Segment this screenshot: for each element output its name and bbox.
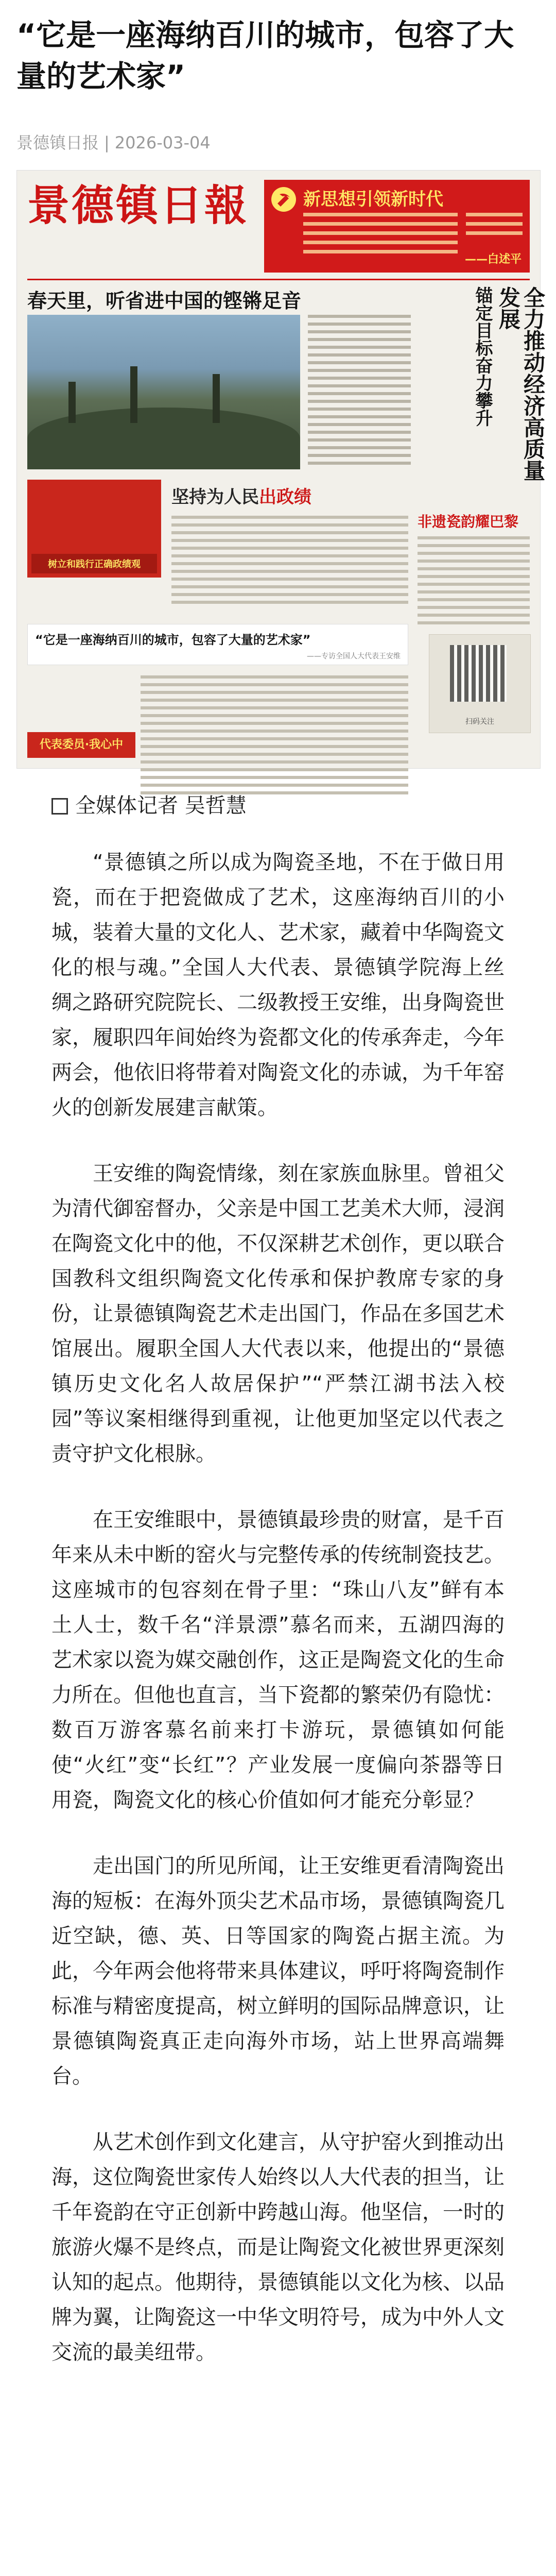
qr-ad-box bbox=[429, 634, 531, 733]
article-date: 2026-03-04 bbox=[114, 133, 211, 152]
red-box-label: 树立和践行正确政绩观 bbox=[31, 554, 157, 573]
party-emblem-icon bbox=[270, 186, 297, 213]
newspaper-headline: 春天里，听省进中国的铿锵足音 bbox=[27, 290, 302, 312]
caption-title: “它是一座海纳百川的城市，包容了大量的艺术家” bbox=[35, 633, 311, 647]
masthead-title: 景德镇日報 bbox=[27, 181, 249, 230]
article-title: “它是一座海纳百川的城市，包容了大量的艺术家” bbox=[16, 18, 514, 94]
ad-label: 扫码关注 bbox=[465, 718, 494, 726]
masthead-rule bbox=[27, 279, 530, 280]
article-paragraph: 从艺术创作到文化建言，从守护窑火到推动出海，这位陶瓷世家传人始终以人大代表的担当，让千年瓷韵在守正创新中跨越山海。他坚信，一时的旅游火爆不是终点，而是让陶瓷文化被世界更深刻认知的起点。他期待，景德镇能以文化为核、以品牌为翼，让陶瓷这一中华文明符号，成为中外人文交流的最美纽带。 bbox=[51, 2130, 505, 2364]
article-paragraph: 走出国门的所见所闻，让王安维更看清陶瓷出海的短板：在海外顶尖艺术品市场，景德镇陶瓷几近空缺，德、英、日等国家的陶瓷占据主流。为此，今年两会他将带来具体建议，呼吁将陶瓷制作标准与精密度提高，树立鲜明的国际品牌意识，让景德镇陶瓷真正走向海外市场，站上世界高端舞台。 bbox=[51, 1854, 505, 2088]
banner-sign: ——白述平 bbox=[464, 253, 522, 266]
newspaper-masthead bbox=[27, 180, 254, 267]
meta-separator: | bbox=[104, 133, 110, 152]
caption-box bbox=[27, 624, 408, 665]
byline bbox=[51, 790, 247, 821]
byline-text: 全媒体记者 吴哲慧 bbox=[75, 794, 247, 818]
sub-text-lines bbox=[171, 516, 408, 608]
red-label-bottom: 代表委员·我心中 bbox=[27, 732, 135, 758]
article-paragraph: 在王安维眼中，景德镇最珍贵的财富，是千百年来从未中断的窑火与完整传承的传统制瓷技艺。这座城市的包容刻在骨子里：“珠山八友”鲜有本土人士，数千名“洋景漂”慕名而来，五湖四海的艺术家以瓷为媒交融创作，这正是陶瓷文化的生命力所在。但他也直言，当下瓷都的繁荣仍有隐忧：数百万游客慕名前来打卡游玩，景德镇如何能使“火红”变“长红”？产业发展一度偏向茶器等日用瓷，陶瓷文化的核心价值如何才能充分彰显？ bbox=[51, 1508, 505, 1812]
red-feature-box bbox=[27, 480, 161, 578]
newspaper-front-page-image[interactable] bbox=[16, 170, 546, 769]
banner-text-lines bbox=[303, 213, 458, 259]
newspaper-banner bbox=[264, 180, 530, 273]
vertical-headline-2: 锚定目标奋力攀升 bbox=[472, 286, 493, 427]
vertical-headline-1: 全力推动经济高质量发展 bbox=[496, 286, 546, 481]
sub-headline-right: 出政绩 bbox=[259, 487, 311, 507]
banner-right-lines bbox=[466, 213, 523, 241]
article-meta bbox=[16, 130, 211, 154]
newspaper-photo bbox=[27, 315, 300, 469]
banner-title: 新思想引领新时代 bbox=[303, 189, 443, 210]
caption-sub: ——专访全国人大代表王安维 bbox=[307, 652, 401, 660]
sub-headline-left: 坚持为人民 bbox=[171, 487, 259, 507]
newspaper-side-text bbox=[308, 315, 411, 469]
section-headline: 非遗瓷韵耀巴黎 bbox=[418, 513, 519, 530]
photo-tree bbox=[213, 374, 220, 423]
section-text-lines bbox=[418, 536, 530, 629]
vertical-headlines bbox=[419, 286, 546, 498]
qr-code-icon bbox=[450, 645, 507, 702]
sub-headline bbox=[171, 483, 311, 508]
article-paragraph: “景德镇之所以成为陶瓷圣地，不在于做日用瓷，而在于把瓷做成了艺术，这座海纳百川的小城，装着大量的文化人、艺术家，藏着中华陶瓷文化的根与魂。”全国人大代表、景德镇学院海上丝绸之路研究院院长、二级教授王安维，出身陶瓷世家，履职四年间始终为瓷都文化的传承奔走，今年两会，他依旧将带着对陶瓷文化的赤诚，为千年窑火的创新发展建言献策。 bbox=[51, 851, 505, 1120]
article-body bbox=[51, 845, 505, 2401]
lower-text-lines bbox=[141, 675, 408, 799]
photo-tree bbox=[68, 382, 76, 423]
article-source[interactable]: 景德镇日报 bbox=[16, 133, 99, 152]
checkbox-square-icon bbox=[51, 798, 68, 815]
article-paragraph: 王安维的陶瓷情缘，刻在家族血脉里。曾祖父为清代御窑督办，父亲是中国工艺美术大师，浸润在陶瓷文化中的他，不仅深耕艺术创作，更以联合国教科文组织陶瓷文化传承和保护教席专家的身份，让景德镇陶瓷艺术走出国门，作品在多国艺术馆展出。履职全国人大代表以来，他提出的“景德镇历史文化名人故居保护”“严禁江湖书法入校园”等议案相继得到重视，让他更加坚定以代表之责守护文化根脉。 bbox=[51, 1162, 505, 1466]
photo-tree bbox=[130, 366, 137, 423]
